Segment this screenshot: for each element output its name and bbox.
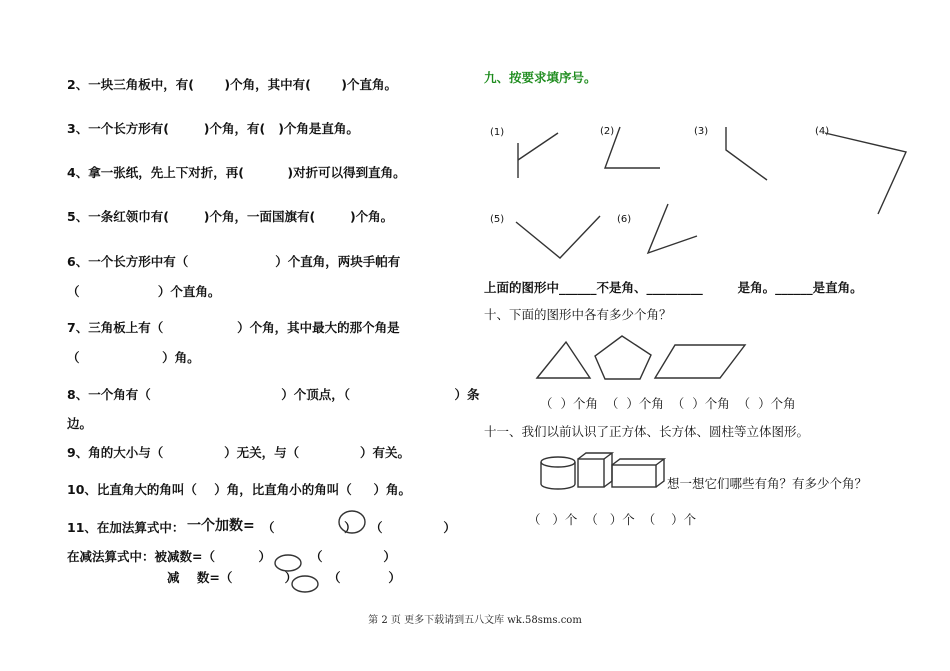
figure-label-1: (1) (490, 127, 505, 138)
parallelogram-shape (655, 345, 745, 378)
cylinder-top (541, 457, 575, 467)
figure-6-angle (648, 204, 697, 253)
question-8-line2: 边。 (67, 416, 93, 431)
minus-paren: （ ） (328, 570, 401, 585)
section-11-title: 十一、我们以前认识了正方体、长方体、圆柱等立体图形。 (484, 424, 810, 439)
figure-4-angle (825, 133, 906, 214)
question-11-addend: 一个加数= (187, 518, 255, 534)
subtraction-line: 在减法算式中：被减数=（ ） (67, 549, 271, 564)
figure-label-6: (6) (617, 214, 632, 225)
question-11-prefix: 11、在加法算式中： (67, 520, 185, 535)
figure-5-angle (516, 216, 600, 258)
figure-label-3: (3) (694, 126, 709, 137)
question-11-paren-2: （ ） (370, 520, 456, 535)
question-6-line2: （ ）个直角。 (67, 284, 221, 299)
section-11-answer: （ ）个 （ ）个 （ ）个 (528, 512, 697, 527)
pentagon-shape (595, 336, 651, 379)
section-10-title-pos: 十、下面的图形中各有多少个角？ (484, 307, 672, 322)
question-11-paren-1: （ ） (262, 520, 357, 535)
minus-line: 减 数=（ ） (167, 570, 298, 585)
question-5: 5、一条红领巾有( )个角，一面国旗有( )个角。 (67, 209, 394, 224)
question-7-line1: 7、三角板上有（ ）个角，其中最大的那个角是 (67, 320, 400, 335)
figure-label-4: (4) (815, 126, 830, 137)
subtraction-paren: （ ） (310, 549, 396, 564)
figure-label-5: (5) (490, 214, 505, 225)
question-4: 4、拿一张纸，先上下对折，再( )对折可以得到直角。 (67, 165, 406, 180)
oval-shape-3 (292, 576, 318, 592)
cube-front (578, 459, 604, 487)
section-9-title: 九、按要求填序号。 (484, 70, 597, 85)
triangle-shape (537, 342, 590, 378)
figure-1-ray (518, 133, 558, 160)
question-8-line1: 8、一个角有（ ）个顶点，（ ）条 (67, 387, 480, 402)
oval-shape-2 (275, 555, 301, 571)
section-9-answer: 上面的图形中______不是角、_________ 是角。______是直角。 (484, 280, 863, 295)
question-6-line1: 6、一个长方形中有（ ）个直角，两块手帕有 (67, 254, 401, 269)
section-11-question: 想一想它们哪些有角？有多少个角？ (667, 476, 868, 491)
question-3: 3、一个长方形有( )个角，有( )个角是直角。 (67, 121, 359, 136)
section-10-answer: （ ）个角 （ ）个角 （ ）个角 （ ）个角 (540, 396, 796, 411)
question-9: 9、角的大小与（ ）无关，与（ ）有关。 (67, 445, 411, 460)
figure-3-lines (726, 127, 767, 180)
page-footer: 第 2 页 更多下载请到五八文库 wk.58sms.com (368, 615, 582, 626)
figure-2-angle (605, 127, 660, 168)
figure-label-2: (2) (600, 126, 615, 137)
question-2: 2、一块三角板中，有( )个角，其中有( )个直角。 (67, 77, 397, 92)
cuboid-front (612, 465, 656, 487)
oval-shape-1 (339, 511, 365, 533)
question-7-line2: （ ）角。 (67, 350, 200, 365)
question-10: 10、比直角大的角叫（ ）角，比直角小的角叫（ ）角。 (67, 482, 412, 497)
